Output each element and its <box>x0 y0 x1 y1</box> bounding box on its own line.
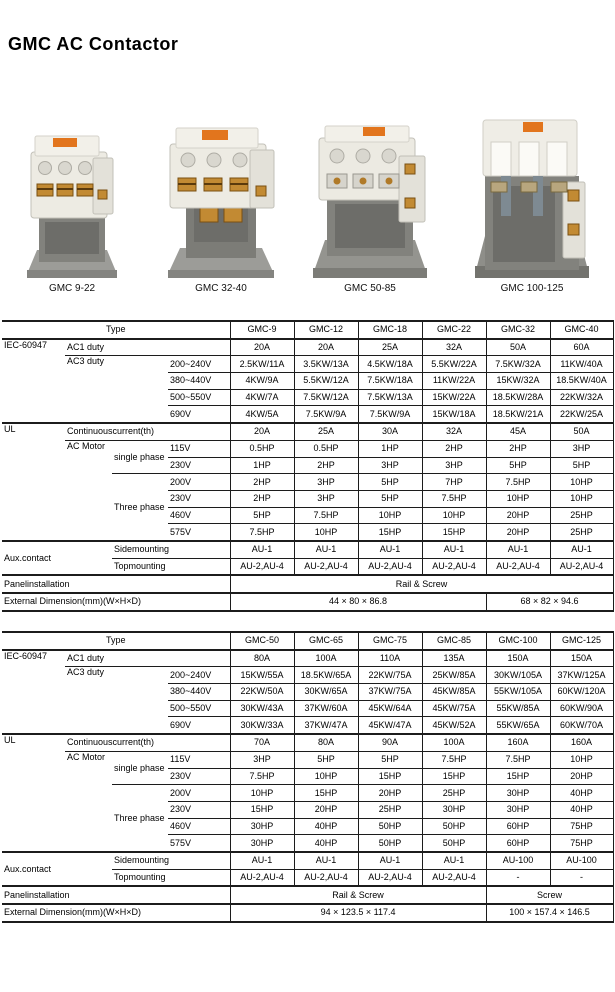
value-cell: 100A <box>294 650 358 667</box>
value-cell: 15HP <box>294 785 358 802</box>
value-cell: 15HP <box>422 768 486 785</box>
value-cell: 60KW/70A <box>550 717 613 734</box>
value-cell: AU-1 <box>422 541 486 558</box>
value-cell: 20HP <box>486 524 550 541</box>
row-label-cell: Aux.contact <box>2 852 112 886</box>
value-cell: 15HP <box>358 524 422 541</box>
value-cell: 45KW/75A <box>422 700 486 717</box>
value-cell: 3.5KW/13A <box>294 356 358 373</box>
voltage-label-cell: 230V <box>168 457 230 474</box>
standard-label-cell: UL <box>2 423 65 541</box>
value-cell: 15KW/55A <box>230 667 294 684</box>
value-cell: 80A <box>230 650 294 667</box>
value-cell: 68 × 82 × 94.6 <box>486 593 613 611</box>
value-cell: AU-100 <box>550 852 613 869</box>
value-cell: 20A <box>230 339 294 356</box>
value-cell: 18.5KW/40A <box>550 373 613 390</box>
value-cell: 18.5KW/21A <box>486 406 550 423</box>
value-cell: 7.5KW/32A <box>486 356 550 373</box>
table-row-ac3 <box>2 667 613 684</box>
value-cell: - <box>550 869 613 886</box>
table-row-motor <box>2 440 613 457</box>
table-row-aux-side <box>2 541 613 558</box>
value-cell: 20HP <box>550 768 613 785</box>
table-row-continuous-current <box>2 734 613 751</box>
value-cell: 30KW/105A <box>486 667 550 684</box>
value-cell: 60KW/120A <box>550 684 613 701</box>
value-cell: 30HP <box>486 785 550 802</box>
value-cell: AU-2,AU-4 <box>294 558 358 575</box>
value-cell: 22KW/75A <box>358 667 422 684</box>
value-cell: 10HP <box>550 474 613 491</box>
table-row-panel <box>2 575 613 593</box>
value-cell: 45KW/64A <box>358 700 422 717</box>
row-label-cell: AC1 duty <box>65 339 230 356</box>
product-gmc-32-40 <box>156 122 286 294</box>
value-cell: AU-1 <box>294 541 358 558</box>
value-cell: 30HP <box>230 818 294 835</box>
value-cell: AU-1 <box>230 541 294 558</box>
voltage-label-cell: 380~440V <box>168 684 230 701</box>
value-cell: 37KW/75A <box>358 684 422 701</box>
voltage-label-cell: 460V <box>168 507 230 524</box>
voltage-label-cell: 500~550V <box>168 700 230 717</box>
row-label-cell: External Dimension(mm)(W×H×D) <box>2 904 230 922</box>
row-label-cell: AC3 duty <box>65 667 168 734</box>
value-cell: 60KW/90A <box>550 700 613 717</box>
standard-label-cell: UL <box>2 734 65 852</box>
table-row-motor <box>2 751 613 768</box>
value-cell: 135A <box>422 650 486 667</box>
value-cell: 60A <box>550 339 613 356</box>
value-cell: 25HP <box>422 785 486 802</box>
reset-button-icon <box>363 127 385 136</box>
value-cell: 40HP <box>294 835 358 852</box>
value-cell: 50HP <box>422 835 486 852</box>
value-cell: AU-1 <box>486 541 550 558</box>
value-cell: 15HP <box>486 768 550 785</box>
value-cell: 2.5KW/11A <box>230 356 294 373</box>
value-cell: 10HP <box>230 785 294 802</box>
value-cell: 70A <box>230 734 294 751</box>
value-cell: Screw <box>486 886 613 904</box>
contactor-image-gmc-100-125 <box>471 106 593 280</box>
standard-label-cell: IEC-60947 <box>2 339 65 423</box>
phase-label-cell: single phase <box>112 440 168 473</box>
value-cell: 5HP <box>358 751 422 768</box>
value-cell: 80A <box>294 734 358 751</box>
value-cell: 3HP <box>294 474 358 491</box>
value-cell: 40HP <box>550 801 613 818</box>
value-cell: 15HP <box>422 524 486 541</box>
voltage-label-cell: 200~240V <box>168 356 230 373</box>
value-cell: 7.5KW/12A <box>294 389 358 406</box>
value-cell: 7.5HP <box>422 751 486 768</box>
value-cell: 45KW/85A <box>422 684 486 701</box>
row-label-cell: Topmounting <box>112 558 230 575</box>
value-cell: 7.5HP <box>422 490 486 507</box>
value-cell: AU-2,AU-4 <box>422 558 486 575</box>
value-cell: 44 × 80 × 86.8 <box>230 593 486 611</box>
voltage-label-cell: 500~550V <box>168 389 230 406</box>
value-cell: AU-1 <box>422 852 486 869</box>
value-cell: 45A <box>486 423 550 440</box>
value-cell: 20HP <box>294 801 358 818</box>
row-label-cell: AC1 duty <box>65 650 230 667</box>
value-cell: 50HP <box>422 818 486 835</box>
voltage-label-cell: 230V <box>168 768 230 785</box>
value-cell: AU-100 <box>486 852 550 869</box>
model-header-cell: GMC-65 <box>294 632 358 650</box>
value-cell: 15KW/32A <box>486 373 550 390</box>
value-cell: 75HP <box>550 818 613 835</box>
value-cell: 11KW/22A <box>422 373 486 390</box>
page-title: GMC AC Contactor <box>8 34 179 54</box>
product-label: GMC 100-125 <box>500 283 564 294</box>
value-cell: AU-2,AU-4 <box>422 869 486 886</box>
value-cell: 4.5KW/18A <box>358 356 422 373</box>
value-cell: AU-1 <box>358 852 422 869</box>
value-cell: 22KW/32A <box>550 389 613 406</box>
value-cell: 10HP <box>486 490 550 507</box>
value-cell: 5HP <box>550 457 613 474</box>
value-cell: 60HP <box>486 835 550 852</box>
value-cell: 0.5HP <box>230 440 294 457</box>
voltage-label-cell: 115V <box>168 440 230 457</box>
value-cell: 50HP <box>358 818 422 835</box>
value-cell: 2HP <box>294 457 358 474</box>
value-cell: AU-2,AU-4 <box>230 558 294 575</box>
value-cell: 50A <box>550 423 613 440</box>
standard-label-cell: IEC-60947 <box>2 650 65 734</box>
voltage-label-cell: 200V <box>168 474 230 491</box>
model-header-cell: GMC-75 <box>358 632 422 650</box>
value-cell: - <box>486 869 550 886</box>
spec-table-gmc-50-125 <box>2 631 614 923</box>
value-cell: 15KW/18A <box>422 406 486 423</box>
value-cell: 75HP <box>550 835 613 852</box>
voltage-label-cell: 690V <box>168 717 230 734</box>
value-cell: 5HP <box>294 751 358 768</box>
model-header-cell: GMC-50 <box>230 632 294 650</box>
table-row-header <box>2 321 613 339</box>
value-cell: 100 × 157.4 × 146.5 <box>486 904 613 922</box>
row-label-cell: Sidemounting <box>112 852 230 869</box>
voltage-label-cell: 460V <box>168 818 230 835</box>
row-label-cell: Panelinstallation <box>2 886 230 904</box>
model-header-cell: GMC-85 <box>422 632 486 650</box>
value-cell: 150A <box>550 650 613 667</box>
table-row-continuous-current <box>2 423 613 440</box>
value-cell: 94 × 123.5 × 117.4 <box>230 904 486 922</box>
table-row-dimension <box>2 904 613 922</box>
value-cell: 100A <box>422 734 486 751</box>
voltage-label-cell: 690V <box>168 406 230 423</box>
value-cell: 45KW/52A <box>422 717 486 734</box>
value-cell: 7HP <box>422 474 486 491</box>
value-cell: 30HP <box>486 801 550 818</box>
value-cell: 30A <box>358 423 422 440</box>
voltage-label-cell: 230V <box>168 801 230 818</box>
value-cell: 3HP <box>550 440 613 457</box>
value-cell: 7.5HP <box>486 474 550 491</box>
product-label: GMC 32-40 <box>195 283 247 294</box>
value-cell: 37KW/47A <box>294 717 358 734</box>
value-cell: 3HP <box>422 457 486 474</box>
value-cell: 7.5HP <box>230 524 294 541</box>
value-cell: AU-2,AU-4 <box>358 558 422 575</box>
contactor-image-gmc-50-85 <box>307 120 433 280</box>
value-cell: 30HP <box>230 835 294 852</box>
product-label: GMC 9-22 <box>48 283 96 294</box>
value-cell: 7.5KW/9A <box>358 406 422 423</box>
value-cell: 25A <box>294 423 358 440</box>
value-cell: 15HP <box>230 801 294 818</box>
table-row-header <box>2 632 613 650</box>
value-cell: 60HP <box>486 818 550 835</box>
row-label-cell: AC Motor <box>65 440 112 541</box>
table-row-ac1 <box>2 339 613 356</box>
value-cell: 110A <box>358 650 422 667</box>
value-cell: 7.5KW/9A <box>294 406 358 423</box>
reset-button-icon <box>53 138 77 147</box>
row-label-cell: Sidemounting <box>112 541 230 558</box>
model-header-cell: GMC-40 <box>550 321 613 339</box>
value-cell: 20HP <box>358 785 422 802</box>
value-cell: 30HP <box>422 801 486 818</box>
row-label-cell: Topmounting <box>112 869 230 886</box>
value-cell: 15HP <box>358 768 422 785</box>
value-cell: 7.5HP <box>230 768 294 785</box>
value-cell: 90A <box>358 734 422 751</box>
value-cell: 32A <box>422 423 486 440</box>
phase-label-cell: Three phase <box>112 474 168 541</box>
voltage-label-cell: 115V <box>168 751 230 768</box>
value-cell: AU-2,AU-4 <box>230 869 294 886</box>
row-label-cell: Aux.contact <box>2 541 112 575</box>
value-cell: 10HP <box>358 507 422 524</box>
model-header-cell: GMC-125 <box>550 632 613 650</box>
row-label-cell: External Dimension(mm)(W×H×D) <box>2 593 230 611</box>
product-gmc-50-85 <box>303 120 437 294</box>
product-gmc-9-22 <box>20 128 124 294</box>
product-gallery <box>0 100 615 305</box>
value-cell: 2HP <box>230 490 294 507</box>
value-cell: 22KW/50A <box>230 684 294 701</box>
value-cell: 25HP <box>550 507 613 524</box>
value-cell: 30KW/65A <box>294 684 358 701</box>
type-header-cell: Type <box>2 632 230 650</box>
value-cell: 40HP <box>294 818 358 835</box>
value-cell: 10HP <box>294 768 358 785</box>
value-cell: 11KW/40A <box>550 356 613 373</box>
value-cell: 55KW/105A <box>486 684 550 701</box>
model-header-cell: GMC-18 <box>358 321 422 339</box>
voltage-label-cell: 230V <box>168 490 230 507</box>
contactor-image-gmc-32-40 <box>160 122 282 280</box>
reset-button-icon <box>523 122 543 132</box>
product-gmc-100-125 <box>468 106 596 294</box>
value-cell: 3HP <box>230 751 294 768</box>
table-row-ac1 <box>2 650 613 667</box>
value-cell: 10HP <box>294 524 358 541</box>
voltage-label-cell: 575V <box>168 524 230 541</box>
value-cell: AU-2,AU-4 <box>486 558 550 575</box>
value-cell: 10HP <box>422 507 486 524</box>
value-cell: 25A <box>358 339 422 356</box>
model-header-cell: GMC-12 <box>294 321 358 339</box>
value-cell: 5HP <box>230 507 294 524</box>
table-row-aux-side <box>2 852 613 869</box>
value-cell: 30KW/43A <box>230 700 294 717</box>
row-label-cell: AC Motor <box>65 751 112 852</box>
model-header-cell: GMC-32 <box>486 321 550 339</box>
value-cell: 5HP <box>358 490 422 507</box>
phase-label-cell: single phase <box>112 751 168 784</box>
contactor-image-gmc-9-22 <box>23 128 121 280</box>
value-cell: 7.5KW/13A <box>358 389 422 406</box>
value-cell: AU-2,AU-4 <box>358 869 422 886</box>
value-cell: 15KW/22A <box>422 389 486 406</box>
value-cell: 20A <box>294 339 358 356</box>
voltage-label-cell: 380~440V <box>168 373 230 390</box>
spec-table-gmc-9-40 <box>2 320 614 612</box>
value-cell: 3HP <box>358 457 422 474</box>
row-label-cell: Continuouscurrent(th) <box>65 423 230 440</box>
value-cell: 4KW/7A <box>230 389 294 406</box>
row-label-cell: AC3 duty <box>65 356 168 423</box>
value-cell: 20A <box>230 423 294 440</box>
value-cell: 37KW/60A <box>294 700 358 717</box>
value-cell: 7.5HP <box>486 751 550 768</box>
value-cell: 1HP <box>358 440 422 457</box>
value-cell: 3HP <box>294 490 358 507</box>
value-cell: 40HP <box>550 785 613 802</box>
voltage-label-cell: 200V <box>168 785 230 802</box>
value-cell: 50A <box>486 339 550 356</box>
value-cell: 5HP <box>486 457 550 474</box>
voltage-label-cell: 575V <box>168 835 230 852</box>
value-cell: 0.5HP <box>294 440 358 457</box>
value-cell: 4KW/5A <box>230 406 294 423</box>
value-cell: 5.5KW/22A <box>422 356 486 373</box>
voltage-label-cell: 200~240V <box>168 667 230 684</box>
value-cell: 160A <box>550 734 613 751</box>
table-row-dimension <box>2 593 613 611</box>
value-cell: 37KW/125A <box>550 667 613 684</box>
model-header-cell: GMC-22 <box>422 321 486 339</box>
value-cell: 1HP <box>230 457 294 474</box>
value-cell: 7.5HP <box>294 507 358 524</box>
value-cell: 5.5KW/12A <box>294 373 358 390</box>
value-cell: 45KW/47A <box>358 717 422 734</box>
value-cell: AU-1 <box>294 852 358 869</box>
value-cell: 20HP <box>486 507 550 524</box>
table-row-panel <box>2 886 613 904</box>
value-cell: AU-1 <box>230 852 294 869</box>
value-cell: 18.5KW/65A <box>294 667 358 684</box>
value-cell: 22KW/25A <box>550 406 613 423</box>
value-cell: 150A <box>486 650 550 667</box>
model-header-cell: GMC-100 <box>486 632 550 650</box>
value-cell: 25KW/85A <box>422 667 486 684</box>
value-cell: Rail & Screw <box>230 886 486 904</box>
value-cell: 2HP <box>486 440 550 457</box>
value-cell: 5HP <box>358 474 422 491</box>
model-header-cell: GMC-9 <box>230 321 294 339</box>
value-cell: 32A <box>422 339 486 356</box>
value-cell: 30KW/33A <box>230 717 294 734</box>
value-cell: 55KW/65A <box>486 717 550 734</box>
value-cell: 10HP <box>550 490 613 507</box>
value-cell: 4KW/9A <box>230 373 294 390</box>
value-cell: AU-2,AU-4 <box>294 869 358 886</box>
value-cell: 10HP <box>550 751 613 768</box>
value-cell: 50HP <box>358 835 422 852</box>
value-cell: Rail & Screw <box>230 575 613 593</box>
value-cell: 2HP <box>422 440 486 457</box>
row-label-cell: Panelinstallation <box>2 575 230 593</box>
value-cell: 7.5KW/18A <box>358 373 422 390</box>
row-label-cell: Continuouscurrent(th) <box>65 734 230 751</box>
reset-button-icon <box>202 130 228 140</box>
value-cell: 55KW/85A <box>486 700 550 717</box>
value-cell: 2HP <box>230 474 294 491</box>
value-cell: AU-1 <box>358 541 422 558</box>
table-row-ac3 <box>2 356 613 373</box>
value-cell: AU-2,AU-4 <box>550 558 613 575</box>
type-header-cell: Type <box>2 321 230 339</box>
product-label: GMC 50-85 <box>344 283 396 294</box>
value-cell: 18.5KW/28A <box>486 389 550 406</box>
value-cell: 25HP <box>358 801 422 818</box>
phase-label-cell: Three phase <box>112 785 168 852</box>
value-cell: 25HP <box>550 524 613 541</box>
value-cell: 160A <box>486 734 550 751</box>
value-cell: AU-1 <box>550 541 613 558</box>
